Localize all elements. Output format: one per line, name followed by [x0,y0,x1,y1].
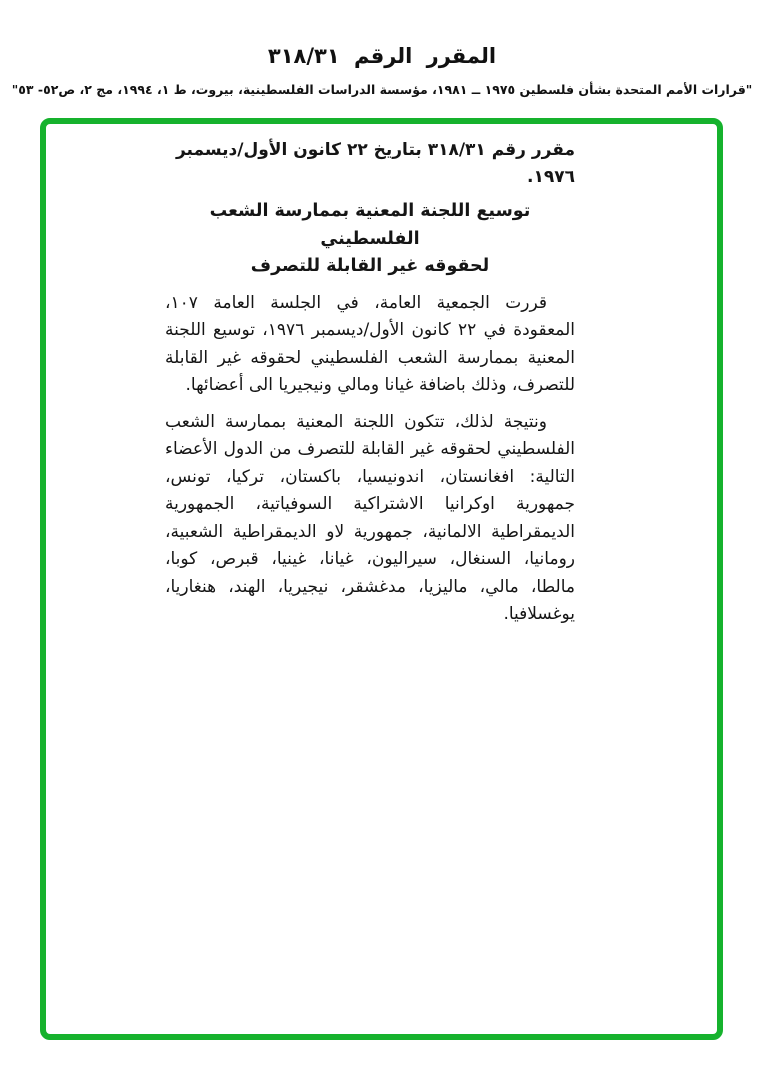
decision-heading-line-2: لحقوقه غير القابلة للتصرف [250,256,490,276]
page-title: المقرر الرقم ٣١٨/٣١ [267,44,497,68]
decision-paragraph-2: ونتيجة لذلك، تتكون اللجنة المعنية بممارسة الشعب الفلسطيني لحقوقه غير القابلة للتصرف من الدول الأعضاء التالية: افغانستان، اندونيسيا، باكستان، تركيا، تونس، جمهورية اوكرانيا الاشتراكية السوفياتية، الجمهورية الديمقراطية الالمانية، جمهورية لاو الديمقراطية الشعبية، رومانيا، السنغال، سيراليون، غيانا، غينيا، قبرص، كوبا، مالطا، مالي، ماليزيا، مدغشقر، نيجيريا، الهند، هنغاريا، يوغسلافيا. [165,411,575,624]
decision-reference-line: مقرر رقم ٣١٨/٣١ بتاريخ ٢٢ كانون الأول/ديسمبر ١٩٧٦. [175,140,575,187]
decision-heading-line-1: توسيع اللجنة المعنية بممارسة الشعب الفلسطيني [209,201,531,249]
document-body [165,137,575,629]
source-citation-line: "قرارات الأمم المتحدة بشأن فلسطين ١٩٧٥ ــ ١٩٨١، مؤسسة الدراسات الفلسطينية، بيروت، ط ١، ١٩٩٤، مج ٢، ص٥٢- ٥٣" [11,82,753,97]
decision-paragraph-1: قررت الجمعية العامة، في الجلسة العامة ١٠٧، المعقودة في ٢٢ كانون الأول/ديسمبر ١٩٧٦، توسيع اللجنة المعنية بممارسة الشعب الفلسطيني لحقوقه غير القابلة للتصرف، وذلك باضافة غيانا ومالي ونيجيريا الى أعضائها. [165,292,575,395]
